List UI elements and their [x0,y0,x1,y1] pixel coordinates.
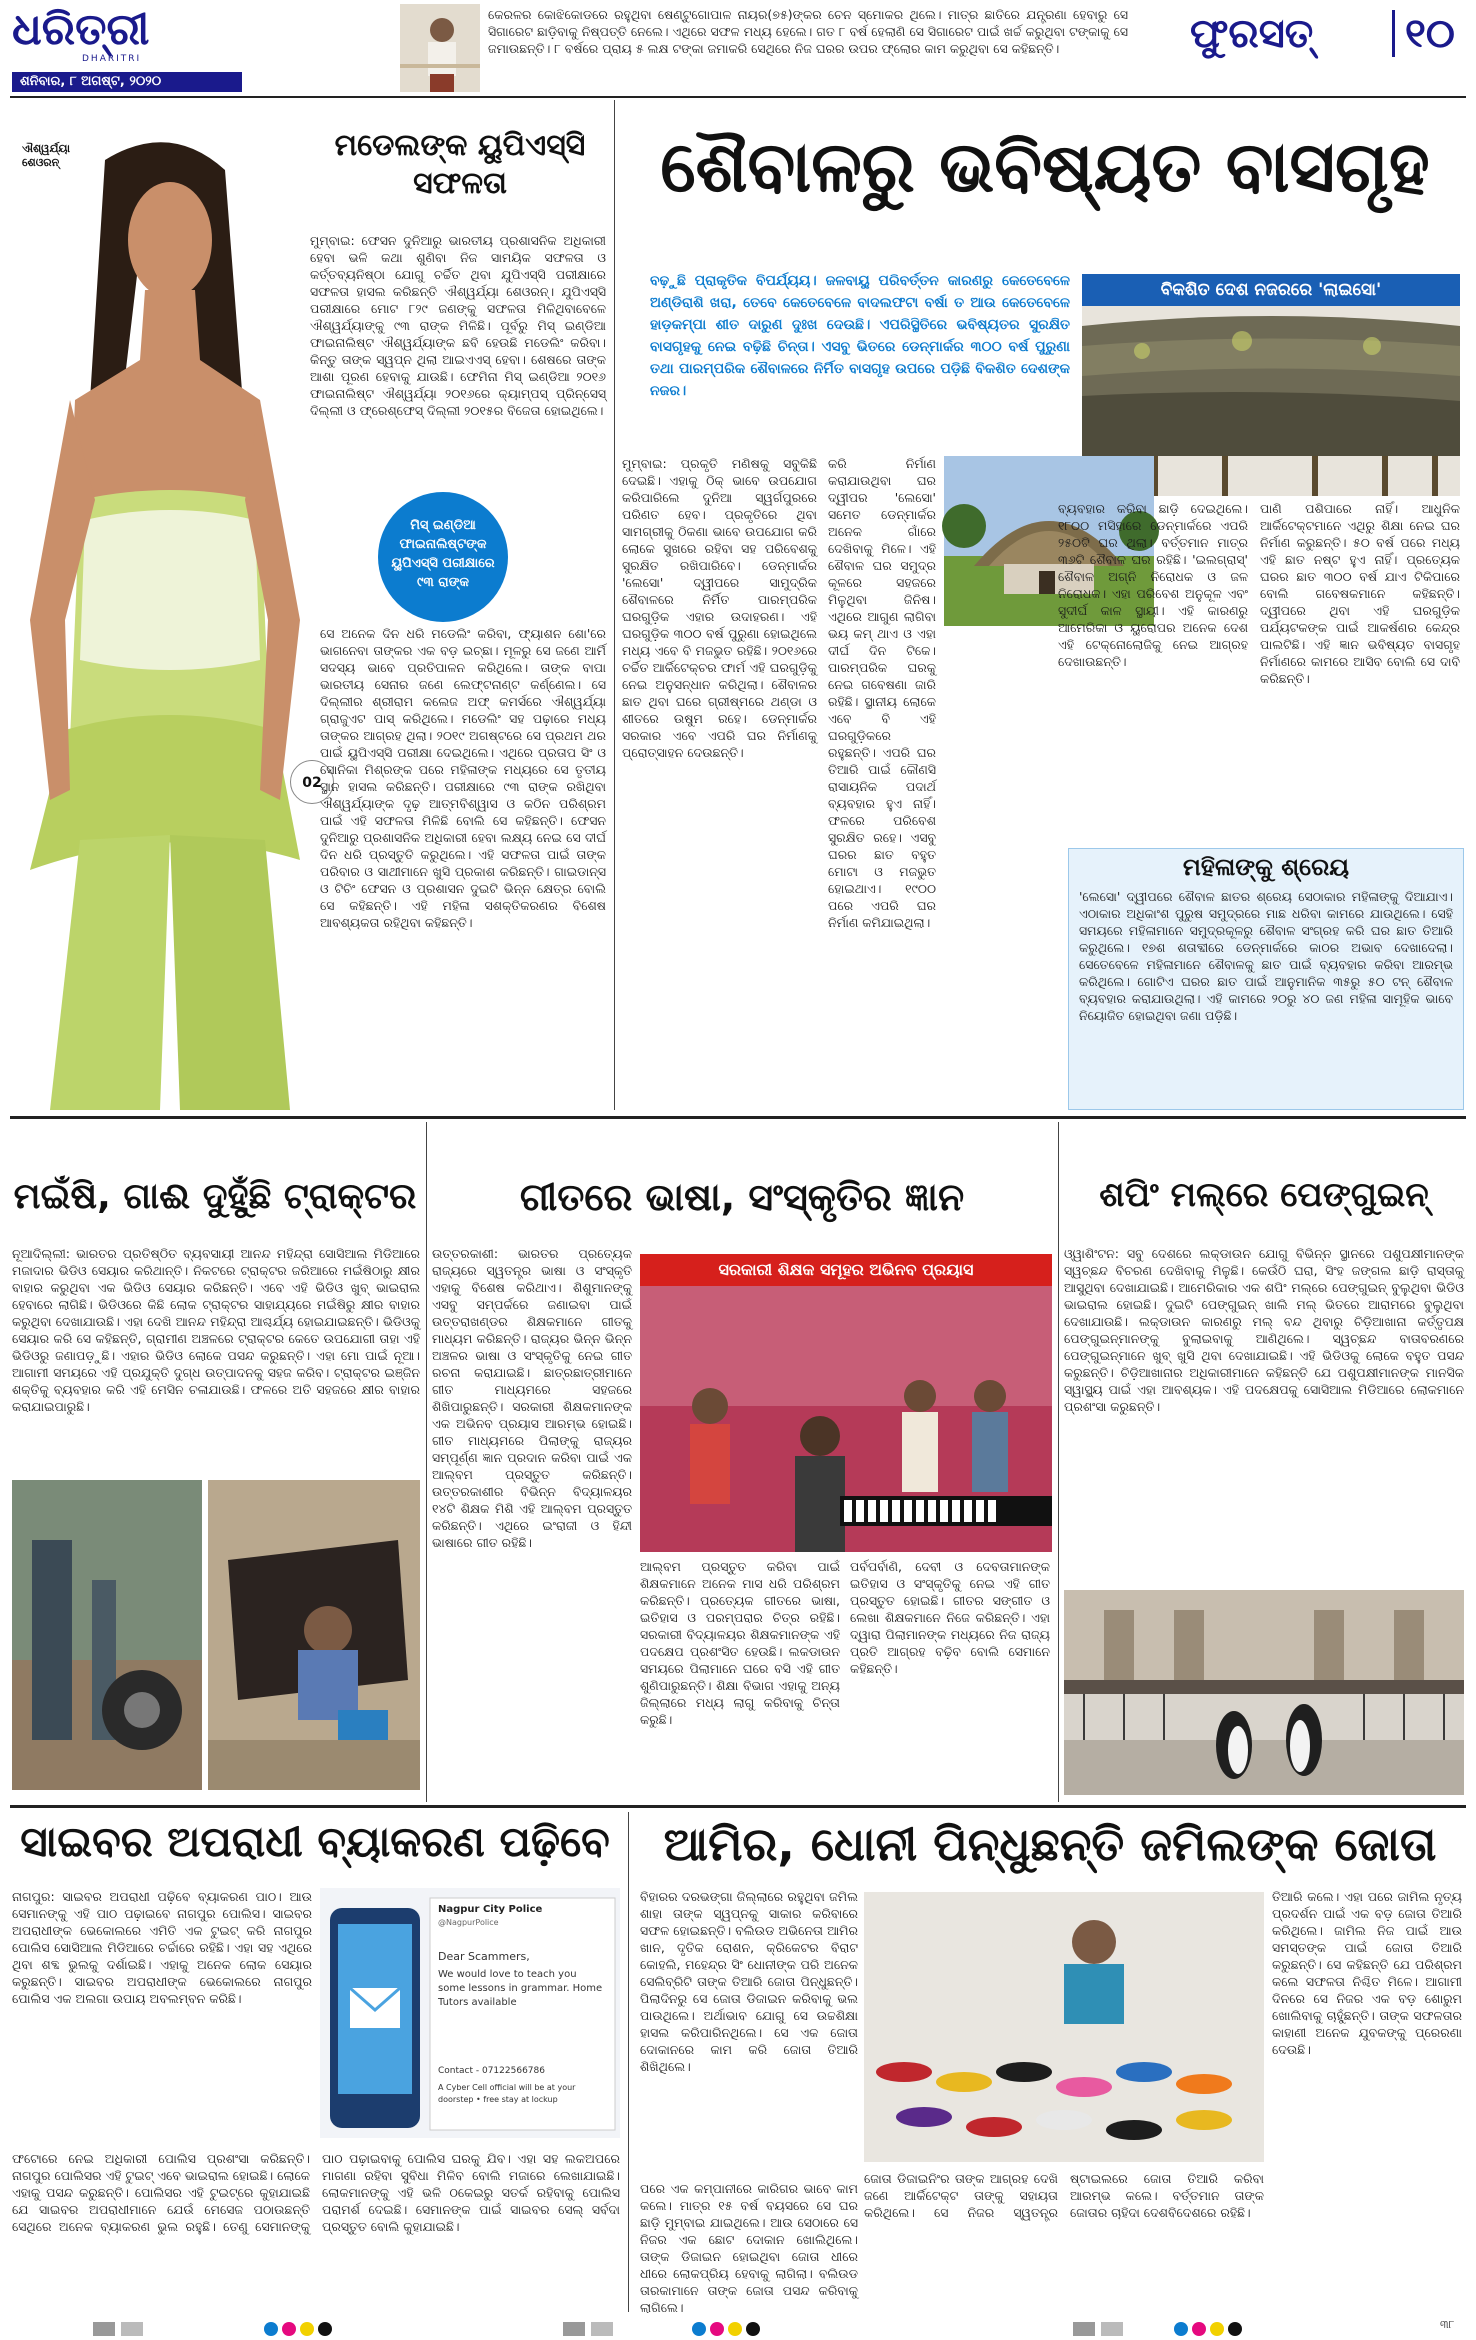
section-title: ଫୁରସତ୍ [1190,10,1314,57]
model-bib: 02 [290,760,334,804]
top-blurb: କେରଳର କୋଝିକୋଡରେ ରହୁଥିବା ଷେଣ୍ଟୁଗୋପାଳ ନାୟର(୭୫)ଙ୍କର ଚେନ ସ୍ମୋକର ଥିଲେ। ମାତ୍ର ଛାତିରେ ଯନ୍ତ୍ରଣା ହେବାରୁ ସେ ସିଗାରେଟ ଛାଡ଼ିବାକୁ ନିଷ୍ପତ୍ତି ନେଲେ। ଏଥିରେ ସଫଳ ମଧ୍ୟ ହେଲେ। ଗତ ୮ ବର୍ଷ ହେଲାଣି ସେ ସିଗାରେଟ ପାଇଁ ଖର୍ଚ୍ଚ କରୁଥିବା ଟଙ୍କାକୁ ସେ ଜମାଉଛନ୍ତି। ୮ ବର୍ଷରେ ପ୍ରାୟ ୫ ଲକ୍ଷ ଟଙ୍କା ଜମାକରି ସେଥିରେ ନିଜ ଘରର ଉପର ଫ୍ଲୋର କାମ କରୁଥିବା ସେ କହିଛନ୍ତି। [488,7,1128,56]
model-headline-line1: ମଡେଲଙ୍କ ୟୁପିଏସ୍‌ସି [334,128,586,163]
seaweed-intro: ବଢ଼ୁଛି ପ୍ରାକୃତିକ ବିପର୍ଯ୍ୟୟ। ଜଳବାୟୁ ପରିବର୍ତ୍ତନ କାରଣରୁ କେତେବେଳେ ଅଣ୍ଡିରାଶି ଖରା, ତେବେ କେତେବେଳେ ବାଦଲଫଟା ବର୍ଷା ତ ଆଉ କେତେବେଳେ ହାଡ଼କମ୍ପା ଶୀତ ଦାରୁଣ ଦୁଃଖ ଦେଉଛି। ଏପରିସ୍ଥିତିରେ ଭବିଷ୍ୟତର ସୁରକ୍ଷିତ ବାସଗୃହକୁ ନେଇ ବଢ଼ିଛି ଚିନ୍ତା। ଏସବୁ ଭିତରେ ଡେନ୍‌ମାର୍କର ୩୦୦ ବର୍ଷ ପୁରୁଣା ତଥା ପାରମ୍ପରିକ ଶୈବାଳରେ ନିର୍ମିତ ବାସଗୃହ ଉପରେ ପଡ଼ିଛି ବିକଶିତ ଦେଶଙ୍କ ନଜର। [650,273,1070,399]
seaweed-body-2: କରି ନିର୍ମାଣ କରାଯାଉଥିବା ଘର ଦ୍ୱୀପର 'ଲେସୋ' ସମେତ ଡେନ୍‌ମାର୍କର ଅନେକ ଗାଁରେ ଦେଖିବାକୁ ମିଳେ। ଏହି ଶୈବାଳ ଘର ସମୁଦ୍ର କୂଳରେ ସହଜରେ ମିଳୁଥିବା ଜିନିଷ। ଏଥିରେ ଆଗୁଣ ଲାଗିବା ଭୟ କମ୍ ଥାଏ ଓ ଏହା ଦୀର୍ଘ ଦିନ ଟିକେ। ପାରମ୍ପରିକ ଘରକୁ ନେଇ ଗବେଷଣା ଜାରି ରହିଛି। ସ୍ଥାନୀୟ ଲୋକେ ଏବେ ବି ଏହି ଘରଗୁଡ଼ିକରେ ରହୁଛନ୍ତି। ଏପରି ଘର ତିଆରି ପାଇଁ କୌଣସି ରାସାୟନିକ ପଦାର୍ଥ ବ୍ୟବହାର ହୁଏ ନାହିଁ। ଫଳରେ ପରିବେଶ ସୁରକ୍ଷିତ ରହେ। ଏସବୁ ଘରର ଛାତ ବହୁତ ମୋଟା ଓ ମଜଭୁତ ହୋଇଥାଏ। ୧୯୦୦ ପରେ ଏପରି ଘର ନିର୍ମାଣ କମିଯାଇଥିଲା। [828,456,936,930]
seaweed-sidebar [1068,848,1464,1110]
music-column-rule [1058,1122,1059,1802]
shoes-body-4: ତିଆରି କଲେ। ଏହା ପରେ ଜାମିଲ ନୃତ୍ୟ ପ୍ରଦର୍ଶନ ପାଇଁ ଏକ ବଡ଼ ଜୋତା ତିଆରି କରିଥିଲେ। ଜାମିଲ ନିଜ ପାଇଁ ଆଉ ସମସ୍ତଙ୍କ ପାଇଁ ଜୋତା ତିଆରି କରୁଛନ୍ତି। ସେ କହିଛନ୍ତି ଯେ ପରିଶ୍ରମ କଲେ ସଫଳତା ନିଶ୍ଚିତ ମିଳେ। ଆଗାମୀ ଦିନରେ ସେ ନିଜର ଏକ ବଡ଼ ଶୋରୁମ ଖୋଲିବାକୁ ଚାହୁଁଛନ୍ତି। ତାଙ୍କ ସଫଳତାର କାହାଣୀ ଅନେକ ଯୁବକଙ୍କୁ ପ୍ରେରଣା ଦେଉଛି। [1272,1889,1462,2057]
shoes-body-1: ବିହାରର ଦରଭଙ୍ଗା ଜିଲ୍ଲାରେ ରହୁଥିବା ଜମିଲ ଶାହା ତାଙ୍କ ସ୍ୱପ୍ନକୁ ସାକାର କରିବାରେ ସଫଳ ହୋଇଛନ୍ତି। ବଲିଉଡ ଅଭିନେତା ଆମିର ଖାନ, ଦୃତିକ ରୋଶନ, କ୍ରିକେଟର ବିରାଟ କୋହଲି, ମହେନ୍ଦ୍ର ସିଂ ଧୋନୀଙ୍କ ପରି ଅନେକ ସେଲିବ୍ରିଟି ତାଙ୍କ ତିଆରି ଜୋତା ପିନ୍ଧୁଛନ୍ତି। ପିଲାଦିନରୁ ସେ ଜୋତା ଡିଜାଇନ କରିବାକୁ ଭଲ ପାଉଥିଲେ। ଅର୍ଥାଭାବ ଯୋଗୁ ସେ ଉଚ୍ଚଶିକ୍ଷା ହାସଲ କରିପାରିନଥିଲେ। ସେ ଏକ ଜୋତା ଦୋକାନରେ କାମ କରି ଜୋତା ତିଆରି ଶିଖିଥିଲେ। [640,1889,858,2074]
seaweed-sub-body: 'ଲେସୋ' ଦ୍ୱୀପରେ ଶୈବାଳ ଛାତର ଶ୍ରେୟ ସେଠାକାର ମହିଳାଙ୍କୁ ଦିଆଯାଏ। ଏଠାକାର ଅଧିକାଂଶ ପୁରୁଷ ସମୁଦ୍ରରେ ମାଛ ଧରିବା କାମରେ ଯାଉଥିଲେ। ସେହି ସମୟରେ ମହିଳାମାନେ ସମୁଦ୍ରକୂଳରୁ ଶୈବାଳ ସଂଗ୍ରହ କରି ଘର ଛାତ ତିଆରି କରୁଥିଲେ। ୧୭ଶ ଶତାବ୍ଦୀରେ ଡେନ୍‌ମାର୍କରେ କାଠର ଅଭାବ ଦେଖାଦେଲା। ସେତେବେଳେ ମହିଳାମାନେ ଶୈବାଳକୁ ଛାତ ପାଇଁ ବ୍ୟବହାର କରିବା ଆରମ୍ଭ କରିଥିଲେ। ଗୋଟିଏ ଘରର ଛାତ ପାଇଁ ଆନୁମାନିକ ୩୫ରୁ ୫୦ ଟନ୍ ଶୈବାଳ ବ୍ୟବହାର କରାଯାଉଥିଲା। ଏହି କାମରେ ୨୦ରୁ ୪୦ ଜଣ ମହିଳା ସାମୂହିକ ଭାବେ ନିୟୋଜିତ ହୋଇଥିବା ଜଣା ପଡ଼ିଛି। [1079,889,1453,1024]
top-blurb-photo [400,4,480,92]
color-swatches-right [1172,2321,1244,2340]
footer-greyscale-right [1070,2321,1126,2340]
seaweed-headline: ଶୈବାଳରୁ ଭବିଷ୍ୟତ ବାସଗୃହ [660,125,1430,208]
model-photo-caption: ଐଶ୍ୱର୍ଯ୍ୟା ଶେଓରନ୍ [22,142,70,169]
cyber-phone-header: Nagpur City Police [438,1904,543,1915]
shoes-body-2: ପରେ ଏକ କମ୍ପାନୀରେ କାରିଗର ଭାବେ କାମ କଲେ। ମାତ୍ର ୧୫ ବର୍ଷ ବୟସରେ ସେ ଘର ଛାଡ଼ି ମୁମ୍ବାଇ ଯାଇଥିଲେ। ଆଉ ସେଠାରେ ସେ ନିଜର ଏକ ଛୋଟ ଦୋକାନ ଖୋଲିଥିଲେ। ତାଙ୍କ ଡିଜାଇନ ହୋଇଥିବା ଜୋତା ଧୀରେ ଧୀରେ ଲୋକପ୍ରିୟ ହେବାକୁ ଲାଗିଲା। ବଲିଉଡ ତାରକାମାନେ ତାଙ୍କ ଜୋତା ପସନ୍ଦ କରିବାକୁ ଲାଗିଲେ। [640,2181,858,2315]
seaweed-body-1: ମୁମ୍ବାଇ: ପ୍ରକୃତି ମଣିଷକୁ ସବୁକିଛି ଦେଇଛି। ଏହାକୁ ଠିକ୍ ଭାବେ ଉପଯୋଗ କରିପାରିଲେ ଦୁନିଆ ସ୍ୱର୍ଗପୁରରେ ପରିଣତ ହେବ। ପ୍ରକୃତିରେ ଥିବା ସାମଗ୍ରୀକୁ ଠିକଣା ଭାବେ ଉପଯୋଗ କରି ଲୋକେ ସୁଖରେ ରହିବା ସହ ପରିବେଶକୁ ସୁରକ୍ଷିତ ରଖିପାରିବେ। ଡେନ୍‌ମାର୍କର 'ଲେସୋ' ଦ୍ୱୀପରେ ସାମୁଦ୍ରିକ ଶୈବାଳରେ ନିର୍ମିତ ପାରମ୍ପରିକ ଘରଗୁଡ଼ିକ ଏହାର ଉଦାହରଣ। ଏହି ଘରଗୁଡ଼ିକ ୩୦୦ ବର୍ଷ ପୁରୁଣା ହୋଇଥିଲେ ମଧ୍ୟ ଏବେ ବି ମଜଭୁତ ରହିଛି। ୨୦୧୬ରେ ଚର୍ଚ୍ଚିତ ଆର୍କିଟେକ୍ଚର ଫାର୍ମ ଏହି ଘରଗୁଡ଼ିକୁ ନେଇ ଅନୁସନ୍ଧାନ କରିଥିଲା। ଶୈବାଳର ଛାତ ଥିବା ଘରେ ଗ୍ରୀଷ୍ମରେ ଥଣ୍ଡା ଓ ଶୀତରେ ଉଷୁମ ରହେ। ଡେନ୍‌ମାର୍କର ସରକାର ଏବେ ଏପରି ଘର ନିର୍ମାଣକୁ ପ୍ରୋତ୍ସାହନ ଦେଉଛନ୍ତି। [622,456,817,760]
cyber-phone-contact: Contact - 07122566786 [438,2066,545,2076]
seaweed-photo-banner: ବିକଶିତ ଦେଶ ନଜରରେ 'ଲାଇସୋ' [1082,274,1460,306]
tractor-photo-right [208,1480,420,1790]
penguin-headline: ଶପିଂ ମଲ୍‌ରେ ପେଙ୍ଗୁଇନ୍ [1099,1175,1429,1215]
cyber-headline: ସାଇବର ଅପରାଧୀ ବ୍ୟାକରଣ ପଢ଼ିବେ [20,1817,610,1866]
cyber-phone-text: We would love to teach you some lessons in grammar. Home Tutors available [438,1969,603,2008]
masthead-rule [10,96,1466,98]
music-photo-banner: ସରକାରୀ ଶିକ୍ଷକ ସମୂହର ଅଭିନବ ପ୍ରୟାସ [640,1254,1052,1286]
music-body-1: ଉତ୍ତରକାଶୀ: ଭାରତର ପ୍ରତ୍ୟେକ ରାଜ୍ୟରେ ସ୍ୱତନ୍ତ୍ର ଭାଷା ଓ ସଂସ୍କୃତି ଏହାକୁ ବିଶେଷ କରିଥାଏ। ଶିଶୁମାନଙ୍କୁ ଏସବୁ ସମ୍ପର୍କରେ ଜଣାଇବା ପାଇଁ ଉତ୍ତରାଖଣ୍ଡର ଶିକ୍ଷକମାନେ ଗୀତକୁ ମାଧ୍ୟମ କରିଛନ୍ତି। ରାଜ୍ୟର ଭିନ୍ନ ଭିନ୍ନ ଅଞ୍ଚଳର ଭାଷା ଓ ସଂସ୍କୃତିକୁ ନେଇ ଗୀତ ରଚନା କରାଯାଇଛି। ଛାତ୍ରଛାତ୍ରୀମାନେ ଗୀତ ମାଧ୍ୟମରେ ସହଜରେ ଶିଖିପାରୁଛନ୍ତି। ସରକାରୀ ଶିକ୍ଷକମାନଙ୍କ ଏକ ଅଭିନବ ପ୍ରୟାସ ଆରମ୍ଭ ହୋଇଛି। ଗୀତ ମାଧ୍ୟମରେ ପିଲାଙ୍କୁ ରାଜ୍ୟର ସମ୍ପୂର୍ଣ୍ଣ ଜ୍ଞାନ ପ୍ରଦାନ କରିବା ପାଇଁ ଏକ ଆଲ୍‌ବମ ପ୍ରସ୍ତୁତ କରିଛନ୍ତି। ଉତ୍ତରକାଶୀର ବିଭିନ୍ନ ବିଦ୍ୟାଳୟର ୧୪ଟି ଶିକ୍ଷକ ମିଶି ଏହି ଆଲ୍‌ବମ ପ୍ରସ୍ତୁତ କରିଛନ୍ତି। ଏଥିରେ ଇଂରାଜୀ ଓ ହିନ୍ଦୀ ଭାଷାରେ ଗୀତ ରହିଛି। [432,1246,632,1550]
model-headline-line2: ସଫଳତା [413,165,507,201]
seaweed-sub-headline: ମହିଳାଙ୍କୁ ଶ୍ରେୟ [1182,853,1350,881]
shoes-body-3: ଜୋତା ଡିଜାଇନିଂର ତାଙ୍କ ଆଗ୍ରହ ଦେଖି ଜଣେ ଆର୍କିଟେକ୍ଟ ତାଙ୍କୁ ସହାୟତା କରିଥିଲେ। ସେ ନିଜର ସ୍ୱତନ୍ତ୍ର ଷ୍ଟାଇଲରେ ଜୋତା ତିଆରି କରିବା ଆରମ୍ଭ କଲେ। ବର୍ତ୍ତମାନ ତାଙ୍କ ଜୋତାର ଚାହିଦା ଦେଶବିଦେଶରେ ରହିଛି। [864,2171,1264,2220]
music-body-3: ପର୍ବପର୍ବାଣି, ଦେବୀ ଓ ଦେବତାମାନଙ୍କ ଇତିହାସ ଓ ସଂସ୍କୃତିକୁ ନେଇ ଏହି ଗୀତ ପ୍ରସ୍ତୁତ ହୋଇଛି। ଗୀତର ସଙ୍ଗୀତ ଓ ଲେଖା ଶିକ୍ଷକମାନେ ନିଜେ କରିଛନ୍ତି। ଏହା ଦ୍ୱାରା ପିଲାମାନଙ୍କ ମଧ୍ୟରେ ନିଜ ରାଜ୍ୟ ପ୍ରତି ଆଗ୍ରହ ବଢ଼ିବ ବୋଲି ସେମାନେ କହିଛନ୍ତି। [850,1559,1050,1676]
color-swatches-left [262,2321,334,2340]
music-body-2: ଆଲ୍‌ବମ ପ୍ରସ୍ତୁତ କରିବା ପାଇଁ ଶିକ୍ଷକମାନେ ଅନେକ ମାସ ଧରି ପରିଶ୍ରମ କରିଛନ୍ତି। ପ୍ରତ୍ୟେକ ଗୀତରେ ଭାଷା, ଇତିହାସ ଓ ପରମ୍ପରାର ଚିତ୍ର ରହିଛି। ସରକାରୀ ବିଦ୍ୟାଳୟର ଶିକ୍ଷକମାନଙ୍କ ଏହି ପଦକ୍ଷେପ ପ୍ରଶଂସିତ ହେଉଛି। ଲକଡାଉନ ସମୟରେ ପିଲାମାନେ ଘରେ ବସି ଏହି ଗୀତ ଶୁଣିପାରୁଛନ୍ତି। ଶିକ୍ଷା ବିଭାଗ ଏହାକୁ ଅନ୍ୟ ଜିଲ୍ଲାରେ ମଧ୍ୟ ଲାଗୁ କରିବାକୁ ଚିନ୍ତା କରୁଛି। [640,1559,840,1727]
seaweed-body-2b [828,625,1048,1110]
date-line: ଶନିବାର, ୮ ଅଗଷ୍ଟ, ୨୦୨୦ [12,72,242,92]
tractor-headline: ମଇଁଷି, ଗାଈ ଦୁହୁଁଛି ଟ୍ରାକ୍ଟର [13,1176,417,1217]
shoes-headline: ଆମିର, ଧୋନୀ ପିନ୍ଧୁଛନ୍ତି ଜମିଲଙ୍କ ଜୋତା [663,1817,1437,1871]
cyber-body-1: ନାଗପୁର: ସାଇବର ଅପରାଧୀ ପଢ଼ିବେ ବ୍ୟାକରଣ ପାଠ। ଆଉ ସେମାନଙ୍କୁ ଏହି ପାଠ ପଢ଼ାଇବେ ନାଗପୁର ପୋଲିସ। ସାଇବର ଅପରାଧୀଙ୍କ ଭେକୋଲରେ ଏମିତି ଏକ ଟୁଇଟ୍ କରି ନାଗପୁର ପୋଲିସ ସୋସିଆଲ ମିଡିଆରେ ଚର୍ଚ୍ଚାରେ ରହିଛି। ଏହା ସହ ଏଥିରେ ଥିବା ଶବ୍ଦ ଭୁଲକୁ ଦର୍ଶାଇଛି। ଏହାକୁ ଅନେକ ଲୋକ ସେୟାର କରୁଛନ୍ତି। ସାଇବର ଅପରାଧୀଙ୍କ ଭେକୋଲରେ ନାଗପୁର ପୋଲିସ ଏକ ଅଲଗା ଉପାୟ ଅବଲମ୍ବନ କରିଛି। [12,1889,312,2006]
seaweed-body-4: ପାଣି ପଶିପାରେ ନାହିଁ। ଆଧୁନିକ ଆର୍କିଟେକ୍ଟମାନେ ଏଥିରୁ ଶିକ୍ଷା ନେଇ ଘର ନିର୍ମାଣ କରୁଛନ୍ତି। ୫୦ ବର୍ଷ ପରେ ମଧ୍ୟ ଏହି ଛାତ ନଷ୍ଟ ହୁଏ ନାହିଁ। ପ୍ରତ୍ୟେକ ଘରର ଛାତ ୩୦୦ ବର୍ଷ ଯାଏ ଟିକିପାରେ ବୋଲି ଗବେଷକମାନେ କହିଛନ୍ତି। ଦ୍ୱୀପରେ ଥିବା ଏହି ଘରଗୁଡ଼ିକ ପର୍ଯ୍ୟଟକଙ୍କ ପାଇଁ ଆକର୍ଷଣର କେନ୍ଦ୍ର ପାଲଟିଛି। ଏହି ଜ୍ଞାନ ଭବିଷ୍ୟତ ବାସଗୃହ ନିର୍ମାଣରେ କାମରେ ଆସିବ ବୋଲି ସେ ଦାବି କରିଛନ୍ତି। [1260,501,1460,686]
cyber-column-rule [628,1812,629,2312]
model-photo [10,100,322,1110]
masthead [0,0,1476,95]
music-headline: ଗୀତରେ ଭାଷା, ସଂସ୍କୃତିର ଜ୍ଞାନ [519,1175,965,1219]
model-body-a: ମୁମ୍ବାଇ: ଫେସନ ଦୁନିଆରୁ ଭାରତୀୟ ପ୍ରଶାସନିକ ଅଧିକାରୀ ହେବା ଭଳି କଥା ଶୁଣିବା ନିଜ ସାମୟିକ ସଫଳତା ଓ କର୍ତ୍ତବ୍ୟନିଷ୍ଠା ଯୋଗୁ ଚର୍ଚ୍ଚିତ ଥିବା ଯୁପିଏସ୍‌ସି ପରୀକ୍ଷାରେ ସଫଳତା ହାସଲ କରିଛନ୍ତି ଐଶ୍ୱର୍ଯ୍ୟା ଶେଓରନ୍। ଯୁପିଏସ୍‌ସି ପରୀକ୍ଷାରେ ମୋଟ ୮୨୯ ଜଣଙ୍କୁ ସଫଳତା ମିଳିଥିବାବେଳେ ଐଶ୍ୱର୍ଯ୍ୟାଙ୍କୁ ୯୩ ରାଙ୍କ ମିଳିଛି। ପୂର୍ବରୁ ମିସ୍ ଇଣ୍ଡିଆ ଫାଇନାଲିଷ୍ଟ ଐଶ୍ୱର୍ଯ୍ୟାଙ୍କ ଛବି ହେଉଛି ମଡେଲିଂ କରିବା। କିନ୍ତୁ ତାଙ୍କ ସ୍ୱପ୍ନ ଥିଲା ଆଇଏଏସ୍ ହେବା। ଶେଷରେ ତାଙ୍କ ଆଶା ପୂରଣ ହେବାକୁ ଯାଉଛି। ଫେମିନା ମିସ୍ ଇଣ୍ଡିଆ ୨୦୧୬ ଫାଇନାଲିଷ୍ଟ ଐଶ୍ୱର୍ଯ୍ୟା ୨୦୧୬ରେ କ୍ୟାମ୍ପସ୍ ପ୍ରିନ୍ସେସ୍ ଦିଲ୍ଲୀ ଓ ଫ୍ରେଶ୍‌ଫେସ୍ ଦିଲ୍ଲୀ ୨୦୧୫ର ବିଜେତା ହୋଇଥିଲେ। [310,233,606,418]
page-number: ୧୦ [1392,10,1455,57]
penguin-photo [1064,1590,1464,1795]
music-photo [640,1286,1052,1552]
color-swatches-mid [690,2321,762,2340]
logo [12,4,242,66]
model-headline [320,130,600,199]
penguin-body: ଓ୍ୱାଶିଂଟନ: ସବୁ ଦେଶରେ ଲକ୍‌ଡାଉନ ଯୋଗୁ ବିଭିନ୍ନ ସ୍ଥାନରେ ପଶୁପକ୍ଷୀମାନଙ୍କ ସ୍ୱଚ୍ଛନ୍ଦ ବିଚରଣ ଦେଖିବାକୁ ମିଳୁଛି। କେଉଁଠି ଘରା, ସିଂହ ଜଙ୍ଗଲ ଛାଡ଼ି ରାସ୍ତାକୁ ଆସୁଥିବା ଦେଖାଯାଇଛି। ଆମେରିକାର ଏକ ଶପିଂ ମଲ୍‌ରେ ପେଙ୍ଗୁଇନ୍ ବୁଲୁଥିବା ଭିଡିଓ ଭାଇରାଲ ହୋଇଛି। ଦୁଇଟି ପେଙ୍ଗୁଇନ୍ ଖାଲି ମଲ୍ ଭିତରେ ଆରାମରେ ବୁଲୁଥିବା ଦେଖାଯାଉଛି। ଲକ୍‌ଡାଉନ କାରଣରୁ ମଲ୍ ବନ୍ଦ ଥିବାରୁ ଚିଡ଼ିଆଖାନା କର୍ତ୍ତୃପକ୍ଷ ପେଙ୍ଗୁଇନ୍‌ମାନଙ୍କୁ ବୁଲାଇବାକୁ ଆଣିଥିଲେ। ସ୍ୱଚ୍ଛନ୍ଦ ବାତାବରଣରେ ପେଙ୍ଗୁଇନ୍‌ମାନେ ଖୁବ୍ ଖୁସି ଥିବା ଦେଖାଯାଇଛି। ଏହି ଭିଡିଓକୁ ଲୋକେ ବହୁତ ପସନ୍ଦ କରୁଛନ୍ତି। ଚିଡ଼ିଆଖାନାର ଅଧିକାରୀମାନେ କହିଛନ୍ତି ଯେ ପଶୁପକ୍ଷୀମାନଙ୍କ ମାନସିକ ସ୍ୱାସ୍ଥ୍ୟ ପାଇଁ ଏହା ଆବଶ୍ୟକ। ଏହି ପଦକ୍ଷେପକୁ ସୋସିଆଲ ମିଡିଆରେ ଲୋକମାନେ ପ୍ରଶଂସା କରୁଛନ୍ତି। [1064,1246,1464,1414]
footer-greyscale-left [90,2321,146,2340]
cyber-phone-greeting: Dear Scammers, [438,1950,530,1963]
cyber-body-2: ଫଟୋରେ ନେଇ ଅଧିକାରୀ ପୋଲିସ ପ୍ରଶଂସା କରିଛନ୍ତି। ନାଗପୁର ପୋଲିସର ଏହି ଟୁଇଟ୍ ଏବେ ଭାଇରାଲ ହୋଇଛି। ଲୋକେ ଏହାକୁ ପସନ୍ଦ କରୁଛନ୍ତି। ପୋଲିସର ଏହି ଟୁଇଟ୍‌ରେ କୁହାଯାଇଛି ଯେ ସାଇବର ଅପରାଧୀମାନେ ଯେଉଁ ମେସେଜ ପଠାଉଛନ୍ତି ସେଥିରେ ଅନେକ ବ୍ୟାକରଣ ଭୁଲ ରହୁଛି। ତେଣୁ ସେମାନଙ୍କୁ ପାଠ ପଢ଼ାଇବାକୁ ପୋଲିସ ଘରକୁ ଯିବ। ଏହା ସହ ଲକଅପରେ ମାଗଣା ରହିବା ସୁବିଧା ମିଳିବ ବୋଲି ମଜାରେ ଲେଖାଯାଇଛି। ଲୋକମାନଙ୍କୁ ଏହି ଭଳି ଠକେଇରୁ ସତର୍କ ରହିବାକୁ ପୋଲିସ ପରାମର୍ଶ ଦେଇଛି। ସେମାନଙ୍କ ପାଇଁ ସାଇବର ସେଲ୍ ସର୍ବଦା ପ୍ରସ୍ତୁତ ବୋଲି କୁହାଯାଇଛି। [12,2151,620,2234]
model-badge: ମିସ୍ ଇଣ୍ଡିଆ ଫାଇନାଲିଷ୍ଟଙ୍କ ୟୁପିଏସ୍‌ସି ପରୀକ୍ଷାରେ ୯୩ ରାଙ୍କ [378,492,508,622]
footer-page-mark: ୩୮ [1440,2318,1455,2331]
footer-registration [0,2318,1476,2338]
middle-section-rule [10,1805,1466,1808]
model-column-rule [614,100,615,1110]
seaweed-body-3: ବ୍ୟବହାର କରିବା ଛାଡ଼ି ଦେଇଥିଲେ। ୧୮୦୦ ମସିହାରେ ଡେନ୍‌ମାର୍କରେ ଏପରି ୨୫୦ଟି ଘର ଥିଲା। ବର୍ତ୍ତମାନ ମାତ୍ର ୩୬ଟି ଶୈବାଳ ଘର ରହିଛି। 'ଇଲଗ୍ରାସ୍' ଶୈବାଳ ଅଗ୍ନି ନିରୋଧକ ଓ ଜଳ ନିରୋଧକ। ଏହା ପରିବେଶ ଅନୁକୂଳ ଏବଂ ସୁଦୀର୍ଘ କାଳ ସ୍ଥାୟୀ। ଏହି କାରଣରୁ ଆମେରିକା ଓ ୟୁରୋପର ଅନେକ ଦେଶ ଏହି ଟେକ୍‌ନୋଲୋଜିକୁ ନେଇ ଆଗ୍ରହ ଦେଖାଉଛନ୍ତି। [1058,501,1248,669]
cyber-phone-image [320,1888,620,2138]
upper-section-rule [10,1116,1466,1119]
footer-greyscale-mid [560,2321,616,2340]
logo-sub: DHARITRI [82,54,142,64]
shoes-photo [864,1892,1264,2162]
tractor-column-rule [426,1122,427,1802]
tractor-photo-left [12,1480,202,1790]
model-body-b: ସେ ଅନେକ ଦିନ ଧରି ମଡେଲିଂ କରିବା, ଫ୍ୟାଶନ ଶୋ'ରେ ଭାଗନେବା ତାଙ୍କର ଏକ ବଡ଼ ଇଚ୍ଛା। ମୂଳରୁ ସେ ଜଣେ ଆର୍ମି ସଦସ୍ୟ ଭାବେ ପ୍ରତିପାଳନ କରିଥିଲେ। ତାଙ୍କ ବାପା ଭାରତୀୟ ସେନାର ଜଣେ ଲେଫ୍ଟନାଣ୍ଟ କର୍ଣ୍ଣେଲ। ସେ ଦିଲ୍ଲୀର ଶ୍ରୀରାମ କଲେଜ ଅଫ୍ କମର୍ସରେ ଐଶ୍ୱର୍ଯ୍ୟା ଗ୍ରାଜୁଏଟ ପାସ୍ କରିଥିଲେ। ମଡେଲିଂ ସହ ପଢ଼ାରେ ମଧ୍ୟ ତାଙ୍କର ଆଗ୍ରହ ଥିଲା। ୨୦୧୯ ଅଗଷ୍ଟରେ ସେ ପ୍ରଥମ ଥର ପାଇଁ ୟୁପିଏସ୍‌ସି ପରୀକ୍ଷା ଦେଇଥିଲେ। ଏଥିରେ ପ୍ରତାପ ସିଂ ଓ ସୋନିକା ମିଶ୍ରଙ୍କ ପରେ ମହିଳାଙ୍କ ମଧ୍ୟରେ ସେ ତୃତୀୟ ସ୍ଥାନ ହାସଲ କରିଛନ୍ତି। ପରୀକ୍ଷାରେ ୯୩ ରାଙ୍କ ରଖିଥିବା ଐଶ୍ୱର୍ଯ୍ୟାଙ୍କ ଦୃଢ଼ ଆତ୍ମବିଶ୍ୱାସ ଓ କଠିନ ପରିଶ୍ରମ ପାଇଁ ଏହି ସଫଳତା ମିଳିଛି ବୋଲି ସେ କହିଛନ୍ତି। ଫେସନ ଦୁନିଆରୁ ପ୍ରଶାସନିକ ଅଧିକାରୀ ହେବା ଲକ୍ଷ୍ୟ ନେଇ ସେ ଦୀର୍ଘ ଦିନ ଧରି ପ୍ରସ୍ତୁତି କରୁଥିଲେ। ଏହି ସଫଳତା ପାଇଁ ତାଙ୍କ ପରିବାର ଓ ସାଥୀମାନେ ଖୁସି ପ୍ରକାଶ କରିଛନ୍ତି। ଗାଇଡାନ୍ସ ଓ ଟିଚିଂ ଫେସନ ଓ ପ୍ରଶାସନ ଦୁଇଟି ଭିନ୍ନ କ୍ଷେତ୍ର ବୋଲି ସେ କହିଛନ୍ତି। ଏହି ମହିଳା ସଶକ୍ତିକରଣର ବିଶେଷ ଆବଶ୍ୟକତା ରହିଥିବା କହିଛନ୍ତି। [320,626,606,930]
tractor-body: ନୂଆଦିଲ୍ଲୀ: ଭାରତର ପ୍ରତିଷ୍ଠିତ ବ୍ୟବସାୟୀ ଆନନ୍ଦ ମହିନ୍ଦ୍ରା ସୋସିଆଲ ମିଡିଆରେ ମଜାଦାର ଭିଡିଓ ସେୟାର କରିଥାନ୍ତି। ନିକଟରେ ଟ୍ରାକ୍ଟର ଜରିଆରେ ମଇଁଷିଠାରୁ କ୍ଷୀର ବାହାର କରୁଥିବା ଏକ ଭିଡିଓ ସେୟାର କରିଛନ୍ତି। ଏବେ ଏହି ଭିଡିଓ ଖୁବ୍ ଭାଇରାଲ ହେବାରେ ଲାଗିଛି। ଭିଡିଓରେ କିଛି ଲୋକ ଟ୍ରାକ୍ଟର ସାହାଯ୍ୟରେ ମଇଁଷିରୁ କ୍ଷୀର ବାହାର କରୁଥିବା ଦେଖାଯାଉଛି। ଏହା ଦେଖି ଆନନ୍ଦ ମହିନ୍ଦ୍ରା ଆଶ୍ଚର୍ଯ୍ୟ ହୋଇଯାଇଛନ୍ତି। ଭିଡିଓକୁ ସେୟାର କରି ସେ କହିଛନ୍ତି, ଗ୍ରାମୀଣ ଅଞ୍ଚଳରେ ଟ୍ରାକ୍ଟର କେତେ ଉପଯୋଗୀ ତାହା ଏହି ଭିଡିଓରୁ ଜଣାପଡ଼ୁଛି। ଏହାର ଭିଡିଓ ଲୋକେ ପସନ୍ଦ କରୁଛନ୍ତି। ଏହା ମୋ ପାଇଁ ନୂଆ। ଆଗାମୀ ସମୟରେ ଏହି ପ୍ରଯୁକ୍ତି ଦୁଗ୍ଧ ଉତ୍ପାଦନକୁ ସହଜ କରିବ। ଟ୍ରାକ୍ଟର ଇଞ୍ଜିନ ଶକ୍ତିକୁ ବ୍ୟବହାର କରି ଏହି ମେସିନ ଚଳାଯାଉଛି। ଫଳରେ ଅତି ସହଜରେ କ୍ଷୀର ବାହାର କରାଯାଇପାରୁଛି। [12,1246,420,1414]
logo-text: ଧରିତ୍ରୀ [12,4,150,55]
cyber-phone-handle: @NagpurPolice [438,1918,499,1927]
cyber-phone-footer: A Cyber Cell official will be at your doorstep • free stay at lockup [438,2083,576,2104]
